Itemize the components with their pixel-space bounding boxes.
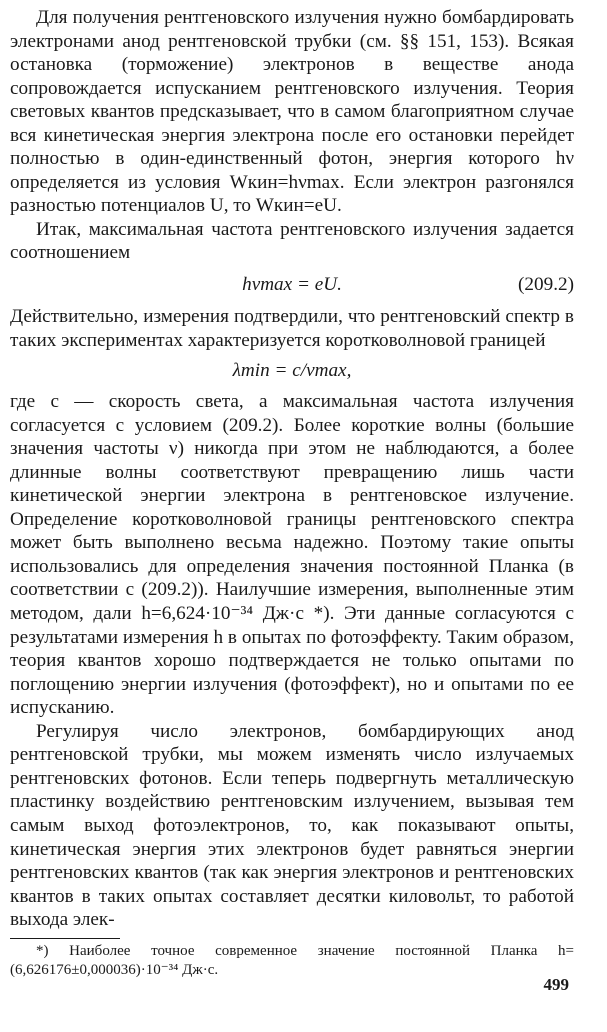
- paragraph-1: Для получения рентгеновского излучения нужно бомбардировать электронами анод рентгеновской трубки (см. §§ 151, 153). Всякая остановка (торможение) электронов в веществе анода сопровождается испусканием рентгеновского излучения. Теория световых квантов предсказывает, что в самом благоприятном случае вся кинетическая энергия электрона после его остановки перейдет полностью в один-единственный фотон, энергия которого hν определяется из условия Wкин=hνmax. Если электрон разгонялся разностью потенциалов U, то Wкин=eU.: [10, 7, 574, 217]
- formula-lambda-min: λmin = c/νmax,: [232, 360, 352, 382]
- paragraph-5: Регулируя число электронов, бомбардирующих анод рентгеновской трубки, мы можем изменять число излучаемых рентгеновских фотонов. Если теперь подвергнуть металлическую пластинку воздействию рентгеновским излучением, вызывая тем самым выход фотоэлектронов, то, как показывают опыты, кинетическая энергия этих электронов будет равняться энергии рентгеновских квантов (так как энергия электронов и рентгеновских квантов в таких опытах составляет десятки киловольт, то работой выхода элек-: [10, 720, 574, 931]
- page-number: 499: [543, 975, 569, 994]
- paragraph-4: где c — скорость света, а максимальная частота излучения согласуется с условием (209.2). Более короткие волны (большие значения частоты ν) никогда при этом не наблюдаются, а более длинные волны соответствуют превращению лишь части кинетической энергии электрона в рентгеновское излучение. Определение коротковолновой границы рентгеновского спектра может быть выполнено весьма надежно. Поэтому такие опыты использовались для определения значения постоянной Планка (в соответствии с (209.2)). Наилучшие измерения, выполненные этим методом, дали h=6,624·10⁻³⁴ Дж·с *). Эти данные согласуются с результатами измерения h в опытах по фотоэффекту. Таким образом, теория квантов хорошо подтверждается не только опытами по поглощению энергии излучения (фотоэффект), но и опытами по ее испусканию.: [10, 391, 574, 719]
- formula-209-2: [10, 265, 574, 305]
- paragraph-3: Действительно, измерения подтвердили, что рентгеновский спектр в таких экспериментах характеризуется коротковолновой границей: [10, 306, 574, 351]
- paragraph-2: Итак, максимальная частота рентгеновского излучения задается соотношением: [10, 218, 574, 264]
- footnote-divider: [10, 938, 120, 939]
- formula-209-2-text: hνmax = eU.: [242, 274, 342, 296]
- footnote: *) Наиболее точное современное значение постоянной Планка h=(6,626176±0,000036)·10⁻³⁴ Дж·с.: [10, 942, 574, 978]
- equation-number: (209.2): [518, 274, 574, 296]
